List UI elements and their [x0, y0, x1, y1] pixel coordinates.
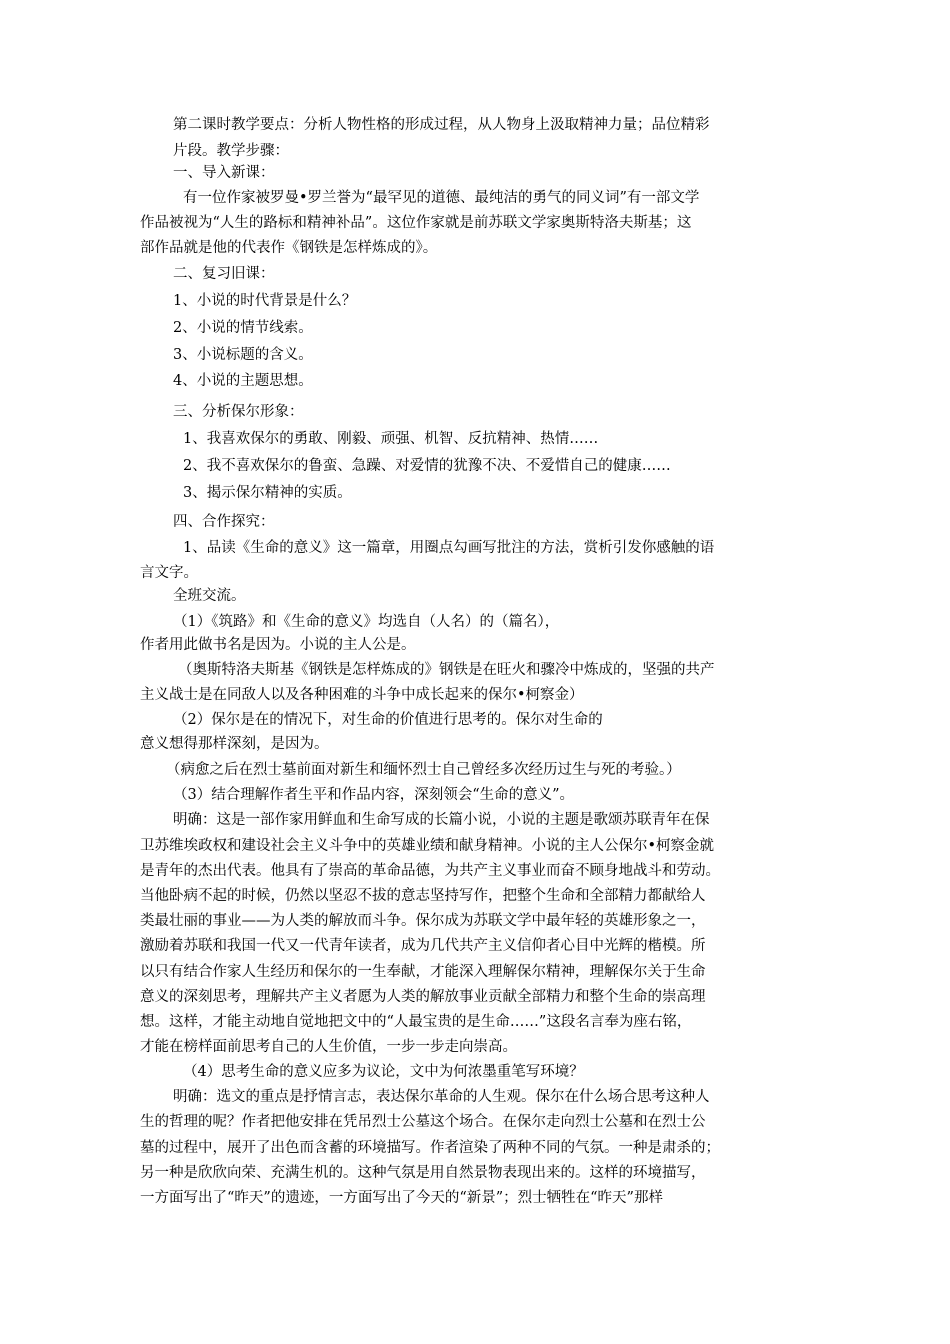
paragraph-line: 部作品就是他的代表作《钢铁是怎样炼成的》。: [140, 240, 438, 256]
paragraph-line: 当他卧病不起的时候，仍然以坚忍不拔的意志坚持写作，把整个生命和全部精力都献给人: [140, 888, 706, 904]
paragraph-line: 明确：选文的重点是抒情言志，表达保尔革命的人生观。保尔在什么场合思考这种人: [173, 1089, 710, 1105]
paragraph-line: 意义的深刻思考，理解共产主义者愿为人类的解放事业贡献全部精力和整个生命的崇高理: [140, 989, 706, 1005]
paragraph-line: 墓的过程中，展开了出色而含蓄的环境描写。作者渲染了两种不同的气氛。一种是肃杀的；: [140, 1140, 720, 1156]
paragraph-line: 作品被视为“人生的路标和精神补品”。这位作家就是前苏联文学家奥斯特洛夫斯基；这: [140, 215, 692, 231]
question-line: （1）《筑路》和《生命的意义》均选自（人名）的（篇名），: [173, 614, 560, 630]
answer-line: 主义战士是在同敌人以及各种困难的斗争中成长起来的保尔•柯察金）: [140, 687, 584, 703]
list-item: 1、我喜欢保尔的勇敢、刚毅、顽强、机智、反抗精神、热情……: [183, 431, 599, 447]
paragraph-line: 以只有结合作家人生经历和保尔的一生奉献，才能深入理解保尔精神，理解保尔关于生命: [140, 964, 706, 980]
paragraph-line: 才能在榜样面前思考自己的人生价值，一步一步走向崇高。: [140, 1039, 517, 1055]
section-heading-inquiry: 四、合作探究：: [173, 514, 275, 530]
question-line: 作者用此做书名是因为。小说的主人公是。: [140, 637, 416, 653]
section-heading-intro: 一、导入新课：: [173, 165, 275, 181]
paragraph-line: 全班交流。: [173, 588, 246, 604]
answer-line: （奥斯特洛夫斯基《钢铁是怎样炼成的》钢铁是在旺火和骤冷中炼成的，坚强的共产: [178, 662, 715, 678]
list-item: 3、小说标题的含义。: [173, 347, 313, 363]
lesson-key-points-line-1: 第二课时教学要点：分析人物性格的形成过程，从人物身上汲取精神力量；品位精彩: [173, 117, 710, 133]
lesson-key-points-line-2: 片段。教学步骤：: [173, 143, 289, 159]
paragraph-line: 另一种是欣欣向荣、充满生机的。这种气氛是用自然景物表现出来的。这样的环境描写，: [140, 1165, 706, 1181]
paragraph-line: 明确：这是一部作家用鲜血和生命写成的长篇小说，小说的主题是歌颂苏联青年在保: [173, 812, 710, 828]
question-line: （4）思考生命的意义应多为议论，文中为何浓墨重笔写环境？: [183, 1064, 584, 1080]
question-line: 意义想得那样深刻，是因为。: [140, 736, 329, 752]
paragraph-line: 类最壮丽的事业——为人类的解放而斗争。保尔成为苏联文学中最年轻的英雄形象之一，: [140, 913, 706, 929]
list-item: 3、揭示保尔精神的实质。: [183, 485, 352, 501]
question-line: （2）保尔是在的情况下，对生命的价值进行思考的。保尔对生命的: [173, 712, 603, 728]
section-heading-analysis: 三、分析保尔形象：: [173, 404, 304, 420]
paragraph-line: 是青年的杰出代表。他具有了崇高的革命品德，为共产主义事业而奋不顾身地战斗和劳动。: [140, 863, 720, 879]
paragraph-line: 言文字。: [140, 565, 198, 581]
paragraph-line: 想。这样，才能主动地自觉地把文中的“人最宝贵的是生命……”这段名言奉为座右铭，: [140, 1014, 692, 1030]
paragraph-line: 生的哲理的呢？作者把他安排在凭吊烈士公墓这个场合。在保尔走向烈士公墓和在烈士公: [140, 1114, 706, 1130]
list-item: 1、小说的时代背景是什么？: [173, 293, 357, 309]
list-item: 4、小说的主题思想。: [173, 373, 313, 389]
paragraph-line: 1、品读《生命的意义》这一篇章，用圈点勾画写批注的方法，赏析引发你感触的语: [183, 540, 715, 556]
section-heading-review: 二、复习旧课：: [173, 266, 275, 282]
paragraph-line: 激励着苏联和我国一代又一代青年读者，成为几代共产主义信仰者心目中光辉的楷模。所: [140, 938, 706, 954]
paragraph-line: 卫苏维埃政权和建设社会主义斗争中的英雄业绩和献身精神。小说的主人公保尔•柯察金就: [140, 838, 715, 854]
list-item: 2、小说的情节线索。: [173, 320, 313, 336]
question-line: （3）结合理解作者生平和作品内容，深刻领会“生命的意义”。: [173, 787, 575, 803]
list-item: 2、我不喜欢保尔的鲁蛮、急躁、对爱情的犹豫不决、不爱惜自己的健康……: [183, 458, 671, 474]
paragraph-line: 有一位作家被罗曼•罗兰誉为“最罕见的道德、最纯洁的勇气的同义词”有一部文学: [183, 190, 700, 206]
answer-line: （病愈之后在烈士墓前面对新生和缅怀烈士自己曾经多次经历过生与死的考验。）: [166, 762, 681, 778]
paragraph-line: 一方面写出了“昨天”的遗迹，一方面写出了今天的“新景”；烈士牺牲在“昨天”那样: [140, 1190, 663, 1206]
